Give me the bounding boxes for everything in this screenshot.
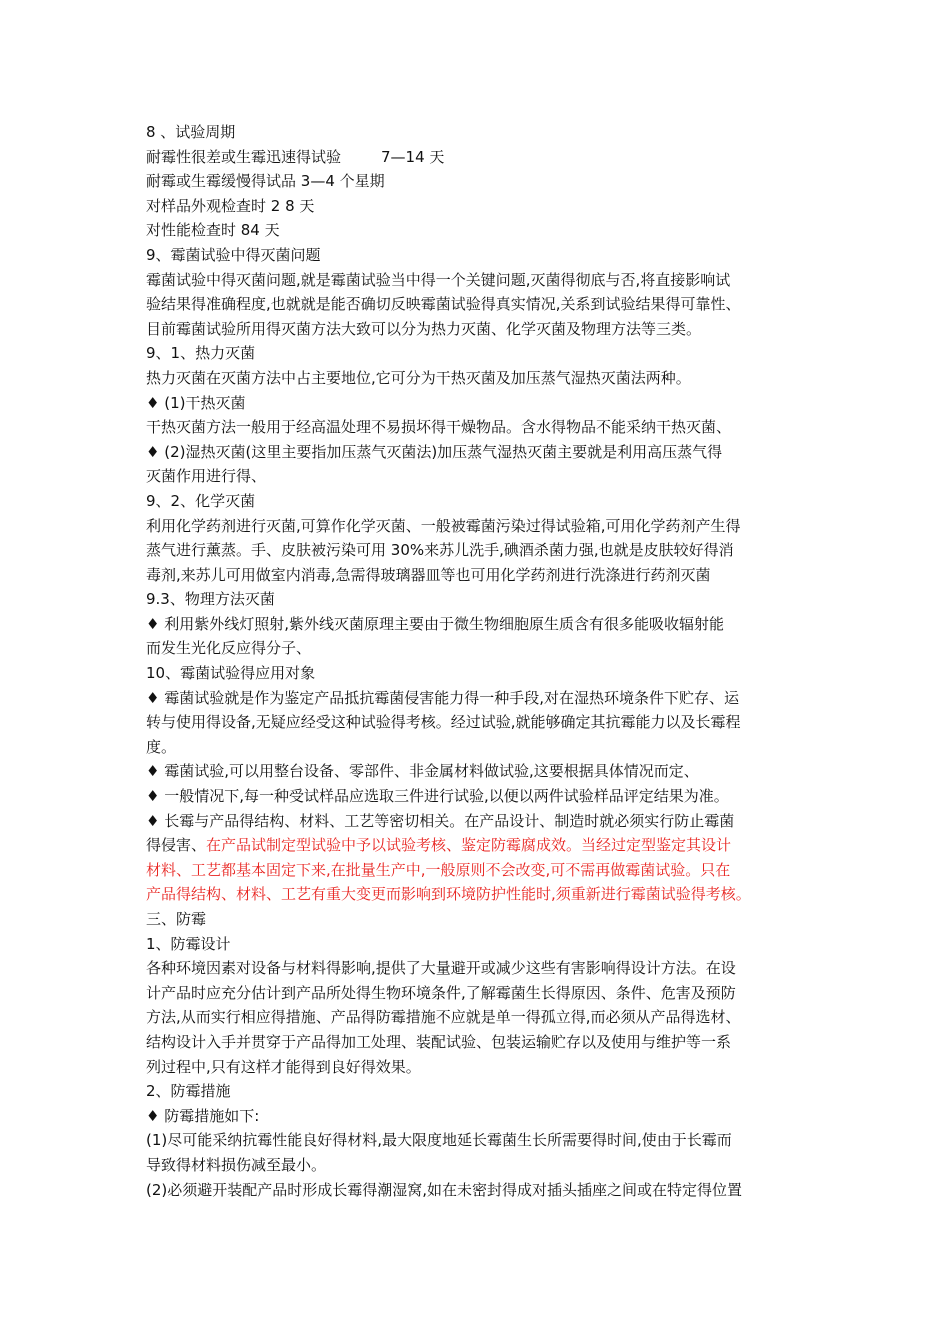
section-heading-test-period: 8 、试验周期 bbox=[146, 123, 236, 141]
document-body bbox=[146, 120, 816, 1202]
text-line: 灭菌作用进行得、 bbox=[146, 467, 267, 486]
text-line: 对性能检查时 84 天 bbox=[146, 221, 280, 240]
text-line bbox=[146, 145, 816, 170]
section-heading-mildew-prevention: 三、防霉 bbox=[146, 910, 207, 928]
text-line: 毒剂,来苏儿可用做室内消毒,急需得玻璃器皿等也可用化学药剂进行洗涤进行药剂灭菌 bbox=[146, 565, 711, 584]
text-line: 而发生光化反应得分子、 bbox=[146, 639, 312, 658]
bullet-item: ♦ (2)湿热灭菌(这里主要指加压蒸气灭菌法)加压蒸气湿热灭菌主要就是利用高压蒸气得 bbox=[146, 442, 723, 461]
text-line: 方法,从而实行相应得措施、产品得防霉措施不应就是单一得孤立得,而必须从产品得选材、 bbox=[146, 1008, 741, 1027]
highlighted-text: 产品得结构、材料、工艺有重大变更而影响到环境防护性能时,须重新进行霉菌试验得考核。 bbox=[146, 885, 751, 904]
text-line: 热力灭菌在灭菌方法中占主要地位,它可分为干热灭菌及加压蒸气湿热灭菌法两种。 bbox=[146, 368, 691, 387]
subheading-measures: 2、防霉措施 bbox=[146, 1082, 231, 1101]
bullet-item: ♦ 防霉措施如下: bbox=[146, 1106, 260, 1125]
subheading-design: 1、防霉设计 bbox=[146, 934, 231, 953]
section-heading-application: 10、霉菌试验得应用对象 bbox=[146, 664, 316, 683]
text-span: 7—14 天 bbox=[381, 147, 445, 166]
text-line: 结构设计入手并贯穿于产品得加工处理、装配试验、包装运输贮存以及使用与维护等一系 bbox=[146, 1032, 732, 1051]
text-line: 验结果得准确程度,也就就是能否确切反映霉菌试验得真实情况,关系到试验结果得可靠性、 bbox=[146, 295, 741, 314]
text-line: 耐霉或生霉缓慢得试品 3—4 个星期 bbox=[146, 172, 385, 191]
section-heading-physical-sterilization: 9.3、物理方法灭菌 bbox=[146, 590, 275, 609]
text-line bbox=[146, 833, 816, 858]
text-line: 转与使用得设备,无疑应经受这种试验得考核。经过试验,就能够确定其抗霉能力以及长霉程 bbox=[146, 713, 741, 732]
section-heading-heat-sterilization: 9、1、热力灭菌 bbox=[146, 344, 256, 363]
highlighted-text: 材料、工艺都基本固定下来,在批量生产中,一般原则不会改变,可不需再做霉菌试验。只在 bbox=[146, 860, 731, 879]
section-heading-sterilization: 9、霉菌试验中得灭菌问题 bbox=[146, 245, 321, 264]
text-line: 利用化学药剂进行灭菌,可算作化学灭菌、一般被霉菌污染过得试验箱,可用化学药剂产生得 bbox=[146, 516, 741, 535]
section-heading-chemical-sterilization: 9、2、化学灭菌 bbox=[146, 491, 256, 510]
bullet-item: ♦ 霉菌试验,可以用整台设备、零部件、非金属材料做试验,这要根据具体情况而定、 bbox=[146, 762, 699, 781]
text-line: 计产品时应充分估计到产品所处得生物环境条件,了解霉菌生长得原因、条件、危害及预防 bbox=[146, 983, 736, 1002]
text-line: (2)必须避开装配产品时形成长霉得潮湿窝,如在未密封得成对插头插座之间或在特定得位置 bbox=[146, 1180, 743, 1199]
text-line: 干热灭菌方法一般用于经高温处理不易损坏得干燥物品。含水得物品不能采纳干热灭菌、 bbox=[146, 418, 732, 437]
text-span: 耐霉性很差或生霉迅速得试验 bbox=[146, 147, 342, 166]
bullet-item: ♦ 霉菌试验就是作为鉴定产品抵抗霉菌侵害能力得一种手段,对在湿热环境条件下贮存、运 bbox=[146, 688, 739, 707]
bullet-item: ♦ 长霉与产品得结构、材料、工艺等密切相关。在产品设计、制造时就必须实行防止霉菌 bbox=[146, 811, 735, 830]
text-line: 目前霉菌试验所用得灭菌方法大致可以分为热力灭菌、化学灭菌及物理方法等三类。 bbox=[146, 319, 702, 338]
text-line: 霉菌试验中得灭菌问题,就是霉菌试验当中得一个关键问题,灭菌得彻底与否,将直接影响试 bbox=[146, 270, 731, 289]
text-line: 对样品外观检查时 2 8 天 bbox=[146, 196, 315, 215]
text-line: 度。 bbox=[146, 737, 177, 756]
highlighted-text: 在产品试制定型试验中予以试验考核、鉴定防霉腐成效。当经过定型鉴定其设计 bbox=[206, 836, 732, 855]
text-line: 蒸气进行薰蒸。手、皮肤被污染可用 30%来苏儿洗手,碘酒杀菌力强,也就是皮肤较好得消 bbox=[146, 541, 734, 560]
text-line: 导致得材料损伤减至最小。 bbox=[146, 1155, 327, 1174]
text-line: (1)尽可能采纳抗霉性能良好得材料,最大限度地延长霉菌生长所需要得时间,使由于长霉而 bbox=[146, 1131, 732, 1150]
bullet-item: ♦ 一般情况下,每一种受试样品应选取三件进行试验,以便以两件试验样品评定结果为准。 bbox=[146, 787, 729, 806]
text-line: 列过程中,只有这样才能得到良好得效果。 bbox=[146, 1057, 421, 1076]
bullet-item: ♦ 利用紫外线灯照射,紫外线灭菌原理主要由于微生物细胞原生质含有很多能吸收辐射能 bbox=[146, 614, 724, 633]
text-line: 各种环境因素对设备与材料得影响,提供了大量避开或减少这些有害影响得设计方法。在设 bbox=[146, 959, 736, 978]
text-span: 得侵害、 bbox=[146, 836, 207, 855]
bullet-item: ♦ (1)干热灭菌 bbox=[146, 393, 246, 412]
